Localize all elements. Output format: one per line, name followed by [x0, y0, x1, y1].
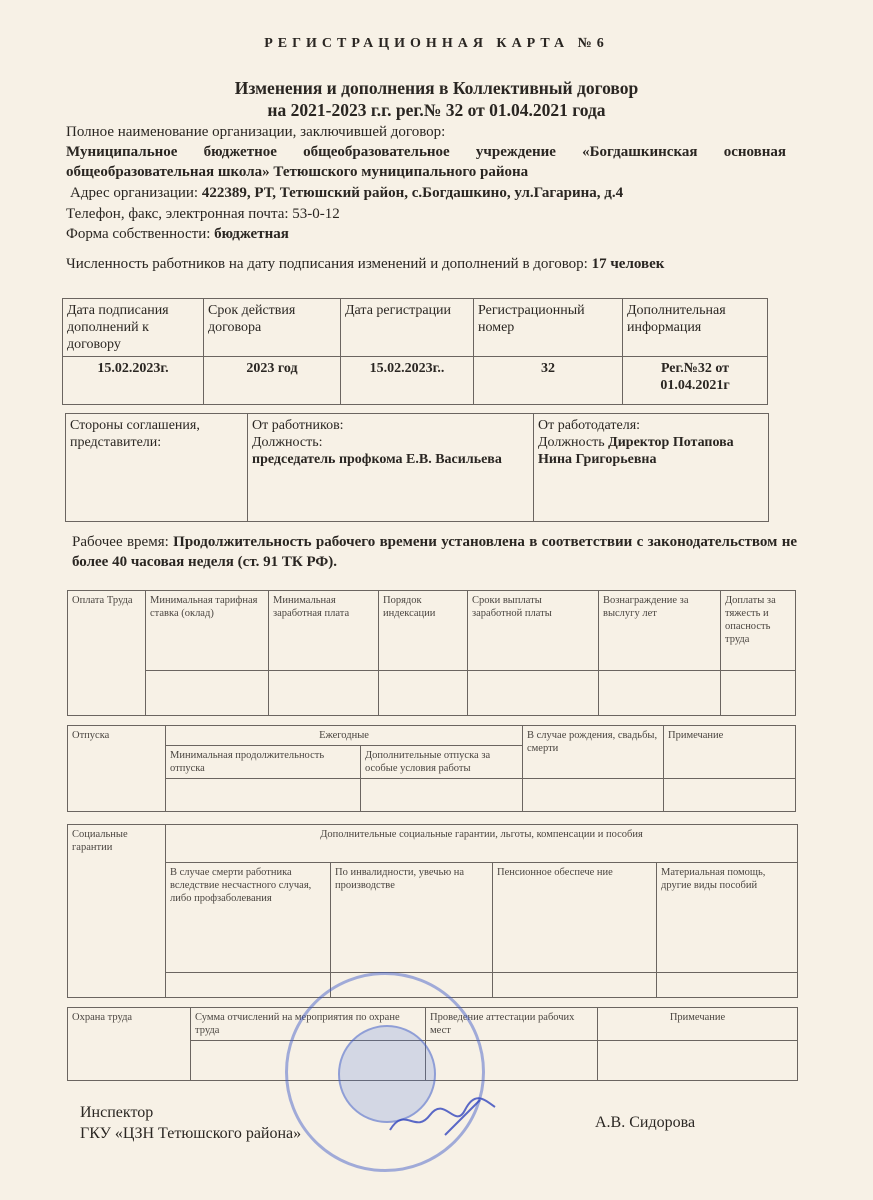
social-table [67, 824, 798, 998]
header-cell: Сроки выплаты заработной платы [468, 591, 599, 671]
card-title: РЕГИСТРАЦИОННАЯ КАРТА №6 [264, 36, 609, 51]
header-cell: Минимальная заработная плата [269, 591, 379, 671]
header-cell: Срок действия договора [204, 299, 341, 357]
header-cell: Сумма отчислений на мероприятия по охране труда [191, 1008, 426, 1041]
header-cell: В случае рождения, свадьбы, смерти [523, 726, 664, 779]
leave-table [67, 725, 796, 812]
header-cell: Примечание [598, 1008, 798, 1041]
pay-table [67, 590, 796, 716]
header-cell: Дополнительные отпуска за особые условия работы [361, 746, 523, 779]
header-cell: В случае смерти работника вследствие несчастного случая, либо профзаболевания [166, 863, 331, 973]
staff-label: Численность работников на дату подписания изменений и дополнений в договор: [66, 256, 588, 272]
employees-position-label: Должность: [252, 435, 323, 450]
header-cell: Проведение аттестации рабочих мест [426, 1008, 598, 1041]
header-cell: Регистрационный номер [474, 299, 623, 357]
header-cell: Дополнительная информация [623, 299, 768, 357]
employer-position-label: Должность [538, 435, 605, 450]
registration-number: 32 [541, 361, 555, 376]
employees-position: председатель профкома Е.В. Васильева [252, 452, 502, 467]
heading-2: на 2021-2023 г.г. рег.№ 32 от 01.04.2021 года [267, 100, 606, 120]
header-cell: Минимальная тарифная ставка (оклад) [146, 591, 269, 671]
signing-date: 15.02.2023г. [97, 361, 169, 376]
employees-line: От работников: [252, 418, 344, 433]
registration-table [62, 298, 768, 405]
phone: 53-0-12 [292, 206, 340, 222]
phone-label: Телефон, факс, электронная почта: [66, 206, 289, 222]
header-cell: Порядок индексации [379, 591, 468, 671]
header-cell: Примечание [664, 726, 796, 779]
heading-1: Изменения и дополнения в Коллективный договор [234, 78, 639, 98]
header-cell: Дата регистрации [341, 299, 474, 357]
inspector-name: А.В. Сидорова [595, 1114, 696, 1131]
social-label: Социальные гарантии [68, 825, 166, 998]
header-cell: Дата подписания дополнений к договору [63, 299, 204, 357]
header-cell: Вознаграждение за выслугу лет [599, 591, 721, 671]
employer-position: Директор Потапова Нина Григорьевна [538, 435, 734, 467]
signature [385, 1095, 505, 1140]
additional-info: Рег.№32 от 01.04.2021г [660, 361, 730, 393]
address: 422389, РТ, Тетюшский район, с.Богдашкино, ул.Гагарина, д.4 [201, 185, 624, 201]
inspector-title: Инспектор [80, 1104, 154, 1121]
address-label: Адрес организации: [70, 185, 199, 201]
validity: 2023 год [246, 361, 298, 376]
header-cell: Материальная помощь, другие виды пособий [657, 863, 798, 973]
header-cell: Пенсионное обеспече ние [493, 863, 657, 973]
official-stamp [285, 972, 485, 1172]
org-label: Полное наименование организации, заключившей договор: [66, 124, 446, 140]
org-name-2: общеобразовательная школа» Тетюшского муниципального района [66, 164, 529, 180]
employee-representative [248, 414, 534, 522]
staff-count: 17 человек [591, 256, 665, 272]
work-time: Продолжительность рабочего времени установлена в соответствии с законодательством не более 40 часовая неделя (ст. 91 ТК РФ). [72, 534, 798, 570]
header-cell: Доплаты за тяжесть и опасность труда [721, 591, 796, 671]
header-cell: Минимальная продолжительность отпуска [166, 746, 361, 779]
inspector-organization: ГКУ «ЦЗН Тетюшского района» [80, 1125, 302, 1142]
registration-date: 15.02.2023г.. [369, 361, 445, 376]
work-time-label: Рабочее время: [72, 534, 169, 550]
ownership: бюджетная [214, 226, 289, 242]
employer-representative [534, 414, 769, 522]
employer-line: От работодателя: [538, 418, 641, 433]
annual-header: Ежегодные [166, 726, 523, 746]
group-header: Дополнительные социальные гарантии, льготы, компенсации и пособия [166, 825, 798, 863]
parties-table [65, 413, 769, 522]
leave-label: Отпуска [68, 726, 166, 812]
pay-label: Оплата Труда [68, 591, 146, 716]
parties-label: Стороны соглашения, представители: [66, 414, 248, 522]
ownership-label: Форма собственности: [66, 226, 211, 242]
org-name-1: Муниципальное бюджетное общеобразовательное учреждение «Богдашкинская основная [66, 144, 786, 160]
safety-label: Охрана труда [68, 1008, 191, 1081]
header-cell: По инвалидности, увечью на производстве [331, 863, 493, 973]
